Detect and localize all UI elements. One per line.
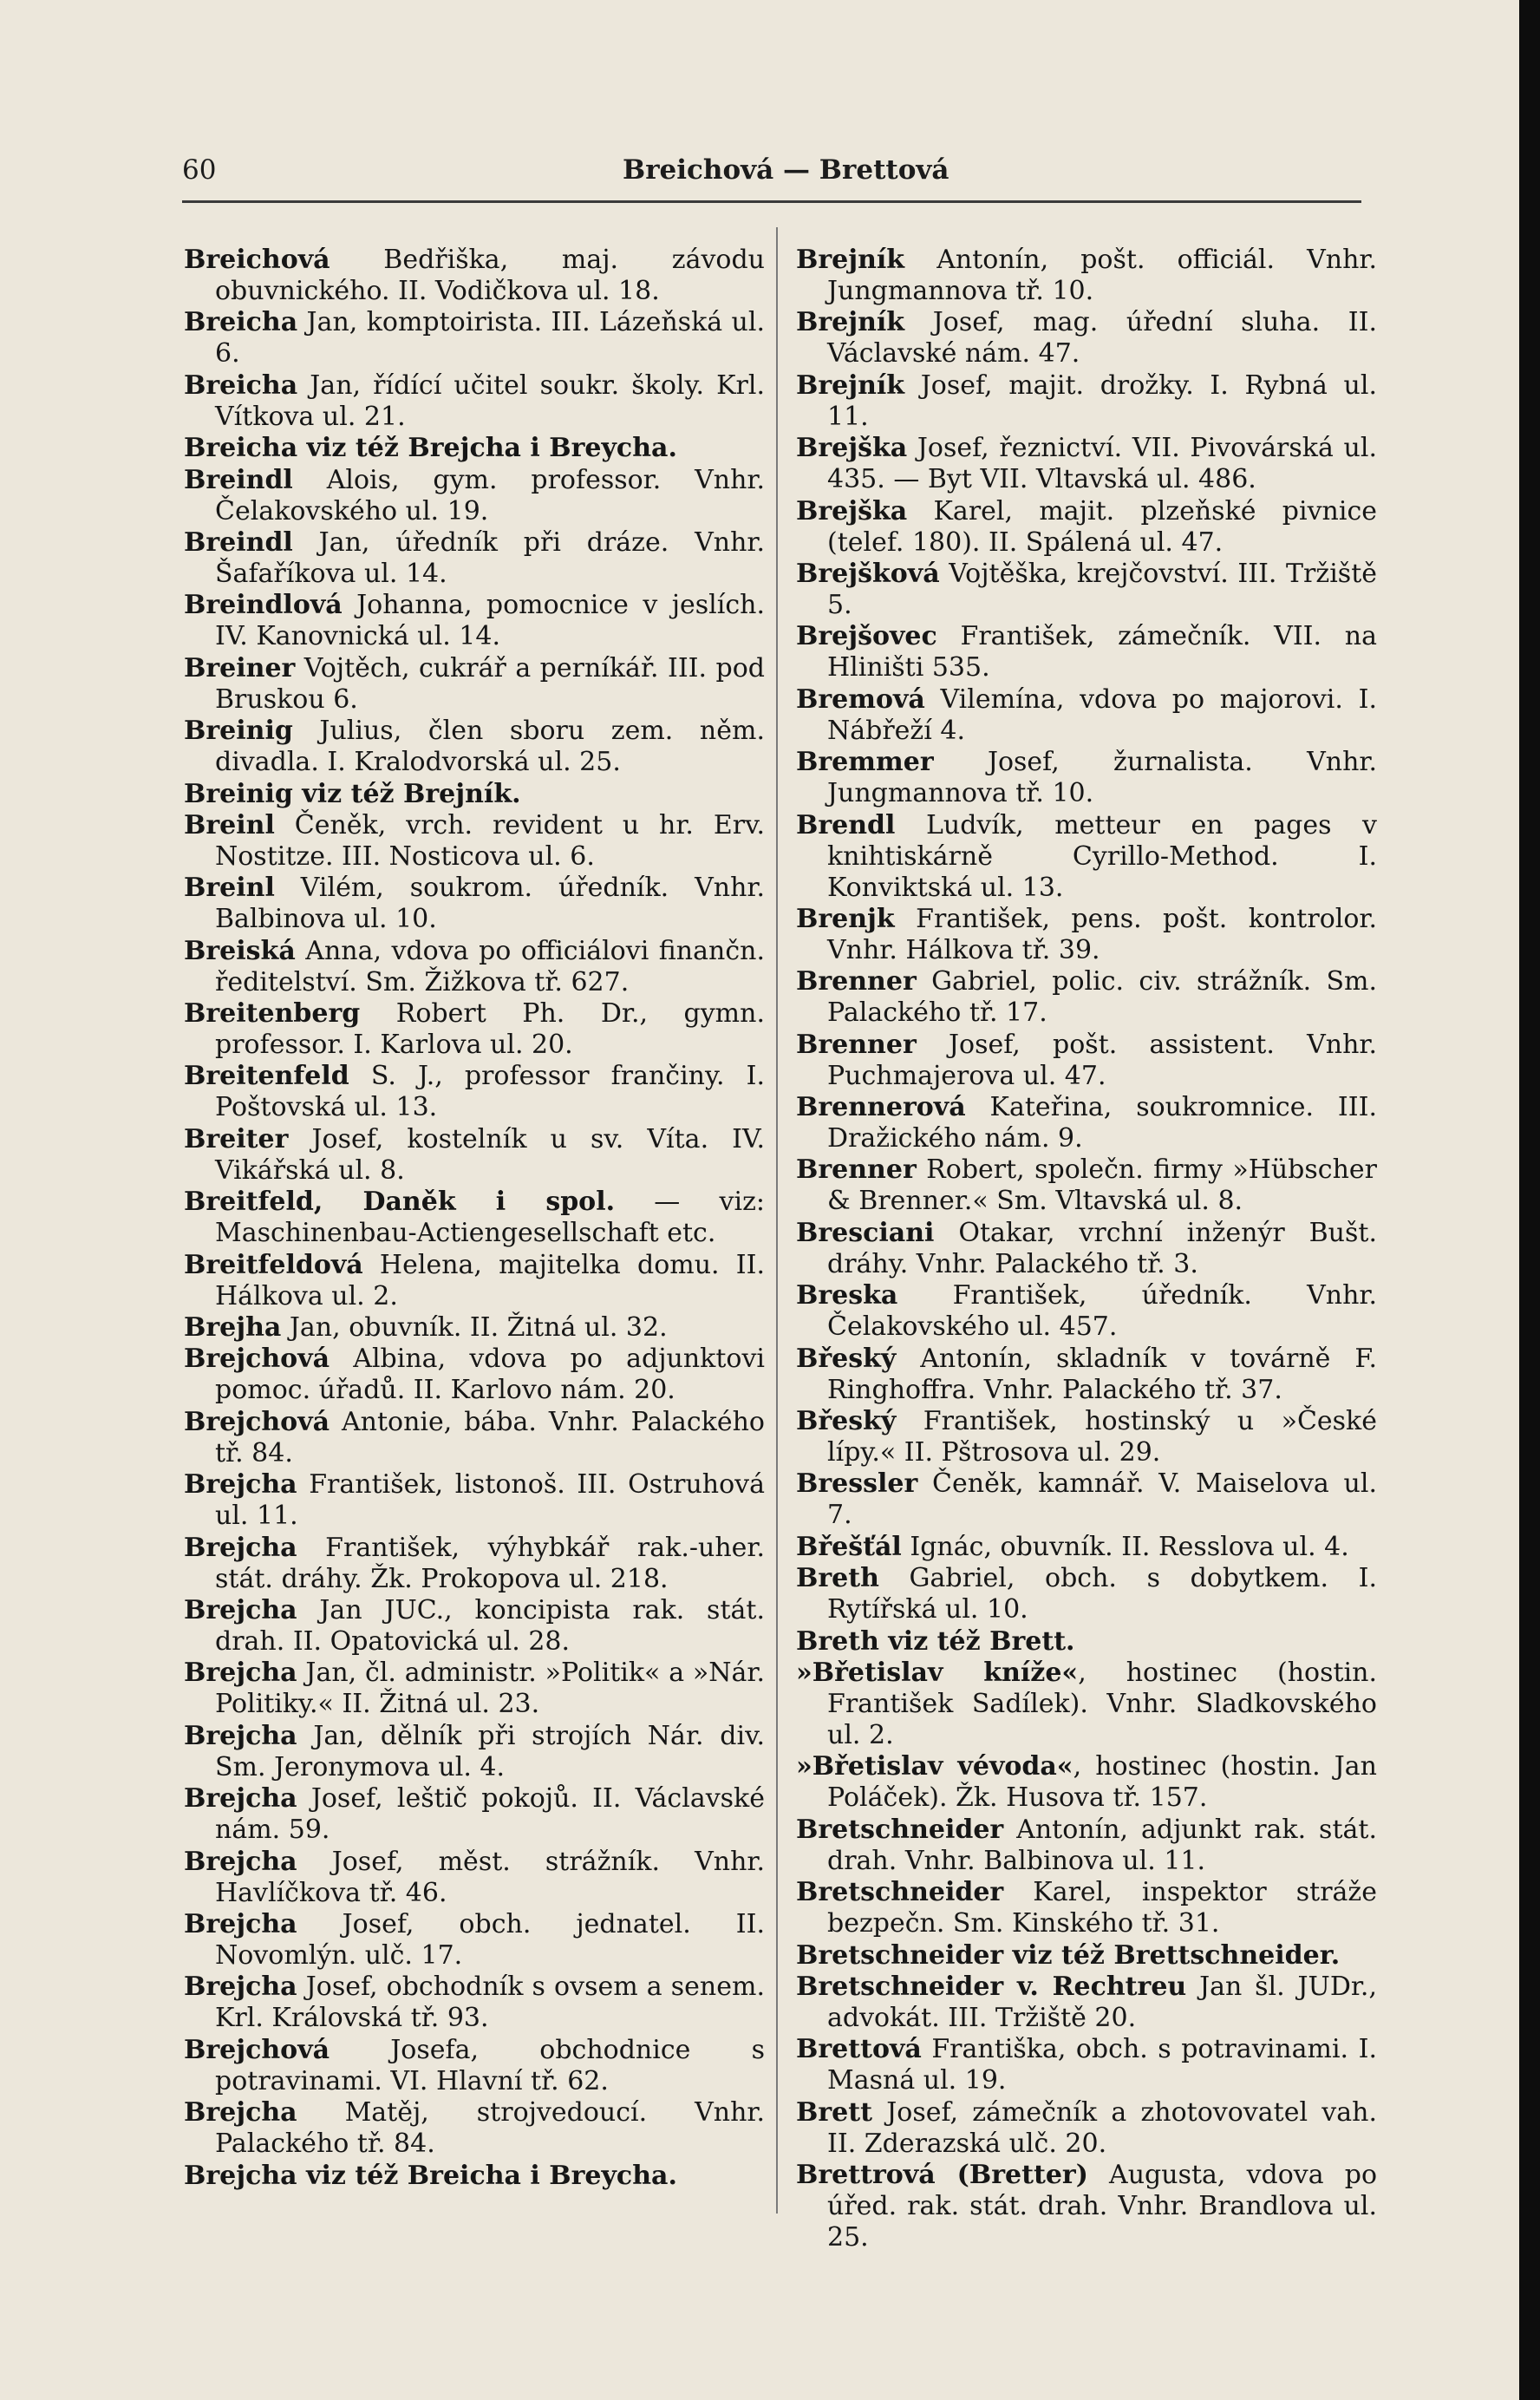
entry-details: Antonín, adjunkt rak. stát. drah. Vnhr. Balbinova ul. 11. <box>827 1814 1377 1876</box>
entry-name: Breindlová <box>184 590 343 621</box>
directory-entry <box>184 1972 765 2034</box>
entry-name: Brennerová <box>796 1092 966 1123</box>
entry-name: Bressler <box>796 1468 918 1500</box>
entry-name: Breiner <box>184 652 296 683</box>
entry-details: Jan šl. JUDr., advokát. III. Tržiště 20. <box>827 1971 1377 2033</box>
directory-entry <box>796 370 1377 433</box>
entry-details: Robert Ph. Dr., gymn. professor. I. Karlova ul. 20. <box>215 998 765 1061</box>
directory-entry <box>796 1626 1377 1658</box>
entry-name: Bremmer <box>796 747 934 778</box>
entry-name: Breinl <box>184 873 275 904</box>
entry-details: Ludvík, metteur en pages v knihtiskárně Cyrillo-Method. I. Konviktská ul. 13. <box>827 809 1377 903</box>
directory-entry <box>184 716 765 778</box>
entry-name: Brejcha <box>184 1783 297 1815</box>
entry-details: Josef, kostelník u sv. Víta. IV. Vikářská ul. 8. <box>215 1123 765 1186</box>
entry-name: Breinig viz též Brejník. <box>184 778 521 809</box>
entry-details: Jan, řídící učitel soukr. školy. Krl. Vítkova ul. 21. <box>215 369 765 432</box>
entry-name: Breitfeld, Daněk i spol. <box>184 1187 616 1218</box>
entry-name: Brejchová <box>184 2034 330 2065</box>
directory-entry <box>184 1250 765 1312</box>
entry-name: Bretschneider <box>796 1877 1004 1908</box>
entry-details: Robert, společn. firmy »Hübscher & Brenner.« Sm. Vltavská ul. 8. <box>827 1154 1377 1217</box>
entry-name: Breitfeldová <box>184 1249 363 1280</box>
entry-details: Johanna, pomocnice v jeslích. IV. Kanovnická ul. 14. <box>215 590 765 652</box>
directory-entry <box>796 1972 1377 2034</box>
entry-details: Karel, inspektor stráže bezpečn. Sm. Kinského tř. 31. <box>827 1877 1377 1939</box>
directory-entry <box>796 1280 1377 1343</box>
entry-name: Brejchová <box>184 1344 330 1375</box>
directory-entry <box>796 1563 1377 1625</box>
entry-name: Brejcha <box>184 1594 297 1625</box>
entry-name: »Břetislav vévoda« <box>796 1751 1073 1782</box>
directory-entry <box>184 779 765 810</box>
entry-name: Brejšovec <box>796 621 937 652</box>
entry-name: Brejcha <box>184 1972 297 2003</box>
entry-name: Brejník <box>796 307 905 338</box>
entry-name: Breitenfeld <box>184 1061 349 1092</box>
entry-details: Josef, zámečník a zhotovovatel vah. II. Zderazská ulč. 20. <box>827 2096 1377 2159</box>
entry-details: František, výhybkář rak.-uher. stát. dráhy. Žk. Prokopova ul. 218. <box>215 1532 765 1594</box>
directory-entry <box>796 1406 1377 1468</box>
entry-details: S. J., professor frančiny. I. Poštovská ul. 13. <box>215 1061 765 1123</box>
right-column <box>796 245 1377 2254</box>
entry-name: Brenner <box>796 1154 917 1186</box>
entry-details: Josef, pošt. assistent. Vnhr. Puchmajerova ul. 47. <box>827 1029 1377 1091</box>
entry-name: Brett <box>796 2096 872 2128</box>
entry-details: Ignác, obuvník. II. Resslova ul. 4. <box>901 1531 1349 1562</box>
entry-name: Bresciani <box>796 1217 935 1248</box>
entry-name: Breiter <box>184 1123 289 1154</box>
entry-name: Bremová <box>796 683 925 715</box>
directory-entry <box>796 2160 1377 2253</box>
entry-details: Jan, komptoirista. III. Lázeňská ul. 6. <box>215 307 765 369</box>
entry-name: Brejchová <box>184 1406 330 1437</box>
entry-details: Alois, gym. professor. Vnhr. Čelakovského ul. 19. <box>215 464 765 526</box>
entry-name: Brettová <box>796 2034 922 2065</box>
entry-details: Kateřina, soukromnice. III. Dražického nám. 9. <box>827 1092 1377 1154</box>
directory-entry <box>796 245 1377 307</box>
entry-name: Brejcha <box>184 1532 297 1563</box>
entry-name: Brejcha <box>184 1469 297 1501</box>
entry-details: František, hostinský u »České lípy.« II. Pštrosova ul. 29. <box>827 1406 1377 1468</box>
entry-details: Vilemína, vdova po majorovi. I. Nábřeží 4. <box>827 683 1377 746</box>
entry-details: Vilém, soukrom. úředník. Vnhr. Balbinova ul. 10. <box>215 873 765 935</box>
entry-details: František, úředník. Vnhr. Čelakovského ul. 457. <box>827 1280 1377 1343</box>
entry-details: František, zámečník. VII. na Hliništi 535. <box>827 621 1377 683</box>
entry-name: Brejník <box>796 245 905 275</box>
directory-entry <box>184 1061 765 1123</box>
entry-name: Breth <box>796 1563 879 1594</box>
entry-name: Brenner <box>796 966 917 997</box>
directory-entry <box>796 1658 1377 1751</box>
entry-details: Vojtěška, krejčovství. III. Tržiště 5. <box>827 558 1377 620</box>
entry-details: Josef, žurnalista. Vnhr. Jungmannova tř. 10. <box>827 747 1377 809</box>
entry-details: Jan, čl. administr. »Politik« a »Nár. Politiky.« II. Žitná ul. 23. <box>215 1658 765 1720</box>
directory-entry <box>184 998 765 1061</box>
directory-entry <box>184 936 765 998</box>
directory-entry <box>184 1721 765 1783</box>
entry-details: Karel, majit. plzeňské pivnice (telef. 180). II. Spálená ul. 47. <box>827 495 1377 558</box>
entry-name: Brejcha <box>184 1658 297 1689</box>
entry-name: Brejník <box>796 369 905 401</box>
directory-entry <box>796 1815 1377 1877</box>
directory-entry <box>184 2161 765 2192</box>
entry-details: Josef, leštič pokojů. II. Václavské nám. 59. <box>215 1783 765 1846</box>
directory-entry <box>184 307 765 369</box>
directory-entry <box>796 1877 1377 1939</box>
directory-entry <box>796 1092 1377 1154</box>
entry-details: Otakar, vrchní inženýr Bušt. dráhy. Vnhr. Palackého tř. 3. <box>827 1217 1377 1279</box>
directory-entry <box>184 1407 765 1469</box>
entry-name: Breindl <box>184 464 293 495</box>
directory-entry <box>796 1344 1377 1406</box>
directory-entry <box>796 1468 1377 1531</box>
entry-name: Breindl <box>184 526 293 558</box>
directory-entry <box>796 1532 1377 1563</box>
entry-details: František, pens. pošt. kontrolor. Vnhr. Hálkova tř. 39. <box>827 903 1377 965</box>
entry-details: Antonín, pošt. officiál. Vnhr. Jungmannova tř. 10. <box>827 245 1377 306</box>
entry-details: Josef, řeznictví. VII. Pivovárská ul. 435. — Byt VII. Vltavská ul. 486. <box>827 433 1377 495</box>
directory-entry <box>796 684 1377 747</box>
entry-name: Breinl <box>184 809 275 840</box>
directory-entry <box>184 1595 765 1658</box>
directory-entry <box>184 1344 765 1406</box>
directory-entry <box>796 433 1377 495</box>
directory-entry <box>184 527 765 590</box>
entry-name: Brendl <box>796 809 896 840</box>
entry-details: Josef, mag. úřední sluha. II. Václavské nám. 47. <box>827 307 1377 369</box>
directory-entry <box>184 1124 765 1187</box>
directory-entry <box>184 2035 765 2097</box>
entry-details: Františka, obch. s potravinami. I. Masná ul. 19. <box>827 2034 1377 2096</box>
directory-entry <box>184 370 765 433</box>
entry-details: Josef, měst. strážník. Vnhr. Havlíčkova tř. 46. <box>215 1846 765 1908</box>
entry-name: Bretschneider viz též Brettschneider. <box>796 1939 1341 1971</box>
directory-entry <box>796 747 1377 809</box>
entry-name: Breicha viz též Brejcha i Breycha. <box>184 433 677 464</box>
directory-entry <box>184 590 765 652</box>
entry-details: , hostinec (hostin. František Sadílek). Vnhr. Sladkovského ul. 2. <box>827 1657 1377 1750</box>
directory-entry <box>184 2097 765 2160</box>
entry-name: Breska <box>796 1280 898 1311</box>
directory-entry <box>796 496 1377 559</box>
directory-entry <box>184 1469 765 1532</box>
entry-details: Bedřiška, maj. závodu obuvnického. II. Vodičkova ul. 18. <box>215 245 765 306</box>
entry-name: Břeský <box>796 1343 897 1374</box>
entry-name: Breiská <box>184 935 296 966</box>
directory-entry <box>796 2097 1377 2160</box>
entry-details: , hostinec (hostin. Jan Poláček). Žk. Husova tř. 157. <box>827 1751 1377 1814</box>
column-divider <box>776 227 778 2214</box>
directory-entry <box>796 966 1377 1029</box>
entry-details: Julius, člen sboru zem. něm. divadla. I. Kralodvorská ul. 25. <box>215 716 765 778</box>
entry-details: Josef, obchodník s ovsem a senem. Krl. Královská tř. 93. <box>215 1972 765 2034</box>
directory-entry <box>184 653 765 716</box>
directory-entry <box>796 307 1377 369</box>
entry-name: Brejcha <box>184 2097 297 2129</box>
directory-entry <box>796 2034 1377 2096</box>
directory-entry <box>184 433 765 464</box>
directory-entry <box>796 1218 1377 1280</box>
directory-entry <box>796 1751 1377 1814</box>
left-column <box>184 245 765 2192</box>
entry-name: Brejcha <box>184 1908 297 1939</box>
entry-details: — viz: Maschinenbau-Actiengesellschaft etc. <box>215 1187 766 1249</box>
directory-entry <box>184 1783 765 1846</box>
directory-entry <box>184 1847 765 1909</box>
entry-details: Josef, majit. drožky. I. Rybná ul. 11. <box>827 369 1377 432</box>
entry-details: Gabriel, obch. s dobytkem. I. Rytířská ul. 10. <box>827 1563 1377 1625</box>
entry-details: Augusta, vdova po úřed. rak. stát. drah. Vnhr. Brandlova ul. 25. <box>827 2160 1378 2253</box>
entry-name: »Břetislav kníže« <box>796 1657 1079 1688</box>
directory-entry <box>184 1658 765 1720</box>
directory-entry <box>184 1187 765 1249</box>
entry-details: Gabriel, polic. civ. strážník. Sm. Palackého tř. 17. <box>827 966 1377 1029</box>
directory-entry <box>796 810 1377 904</box>
entry-details: Vojtěch, cukrář a perníkář. III. pod Bruskou 6. <box>215 652 765 715</box>
page-number: 60 <box>182 154 217 186</box>
entry-name: Bretschneider v. Rechtreu <box>796 1971 1187 2002</box>
entry-name: Breinig <box>184 716 293 747</box>
entry-details: Jan JUC., koncipista rak. stát. drah. II. Opatovická ul. 28. <box>215 1594 765 1657</box>
entry-name: Breitenberg <box>184 998 361 1030</box>
entry-name: Breicha <box>184 369 298 401</box>
entry-name: Brenner <box>796 1029 917 1060</box>
entry-details: Jan, dělník při strojích Nár. div. Sm. Jeronymova ul. 4. <box>215 1720 765 1782</box>
entry-details: Matěj, strojvedoucí. Vnhr. Palackého tř. 84. <box>215 2097 765 2160</box>
entry-details: Albina, vdova po adjunktovi pomoc. úřadů. II. Karlovo nám. 20. <box>215 1344 765 1406</box>
directory-entry <box>184 1909 765 1972</box>
entry-name: Brejha <box>184 1312 282 1344</box>
directory-entry <box>184 810 765 873</box>
header-rule <box>182 200 1361 203</box>
entry-details: Helena, majitelka domu. II. Hálkova ul. 2. <box>215 1249 765 1311</box>
entry-details: Antonie, bába. Vnhr. Palackého tř. 84. <box>215 1406 765 1468</box>
entry-details: Čeněk, kamnář. V. Maiselova ul. 7. <box>827 1468 1377 1531</box>
entry-details: Anna, vdova po officiálovi finančn. ředitelství. Sm. Žižkova tř. 627. <box>215 935 765 997</box>
entry-name: Bretschneider <box>796 1814 1004 1845</box>
entry-name: Brejcha <box>184 1720 297 1751</box>
directory-entry <box>796 1940 1377 1972</box>
directory-entry <box>184 465 765 527</box>
page-header <box>182 154 1361 194</box>
entry-name: Brenjk <box>796 903 895 934</box>
entry-name: Brejška <box>796 495 908 526</box>
entry-name: Brettrová (Bretter) <box>796 2160 1088 2191</box>
directory-entry <box>184 1312 765 1344</box>
entry-details: Josef, obch. jednatel. II. Novomlýn. ulč. 17. <box>215 1908 765 1971</box>
entry-name: Breth viz též Brett. <box>796 1625 1075 1657</box>
entry-name: Brejcha viz též Breicha i Breycha. <box>184 2160 677 2191</box>
entry-name: Brejška <box>796 433 908 464</box>
entry-name: Brejcha <box>184 1846 297 1877</box>
entry-details: Jan, obuvník. II. Žitná ul. 32. <box>281 1312 668 1344</box>
entry-details: Jan, úředník při dráze. Vnhr. Šafaříkova ul. 14. <box>215 526 765 589</box>
entry-details: František, listonoš. III. Ostruhová ul. 11. <box>215 1469 765 1532</box>
directory-entry <box>796 621 1377 683</box>
directory-entry <box>796 1154 1377 1217</box>
entry-details: Antonín, skladník v továrně F. Ringhoffra. Vnhr. Palackého tř. 37. <box>827 1343 1377 1405</box>
directory-entry <box>796 559 1377 621</box>
directory-entry <box>184 1533 765 1595</box>
entry-name: Břeský <box>796 1406 897 1437</box>
entry-name: Břešťál <box>796 1531 902 1562</box>
entry-details: Josefa, obchodnice s potravinami. VI. Hlavní tř. 62. <box>215 2034 765 2096</box>
entry-name: Breichová <box>184 245 330 275</box>
running-head: Breichová — Brettová <box>623 154 949 186</box>
entry-name: Breicha <box>184 307 298 338</box>
directory-entry <box>184 245 765 307</box>
directory-entry <box>184 873 765 935</box>
directory-entry <box>796 1030 1377 1092</box>
directory-entry <box>796 904 1377 966</box>
entry-details: Čeněk, vrch. revident u hr. Erv. Nostitze. III. Nosticova ul. 6. <box>215 809 765 872</box>
entry-name: Brejšková <box>796 558 940 589</box>
